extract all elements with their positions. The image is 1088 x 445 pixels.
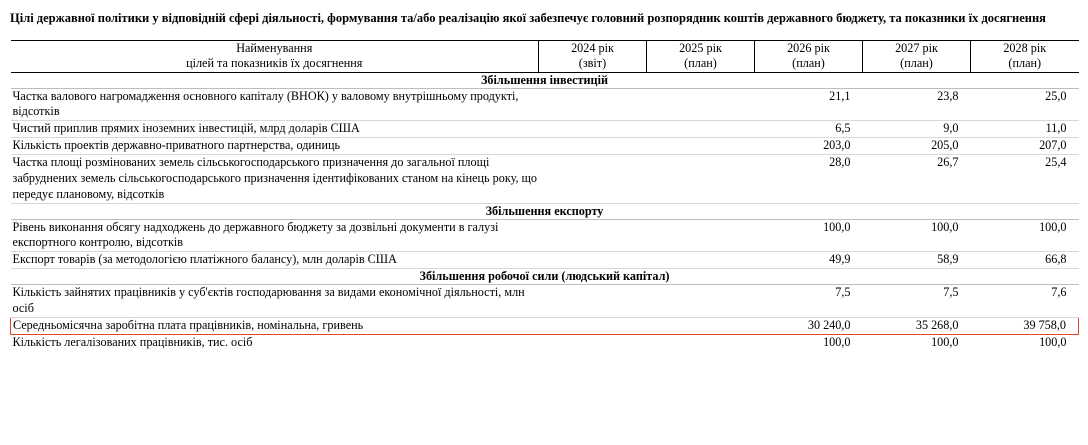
table-row xyxy=(11,285,1079,318)
row-value-cell xyxy=(539,334,647,350)
row-value-cell: 49,9 xyxy=(755,252,863,269)
row-value-cell: 25,0 xyxy=(971,88,1079,121)
header-year-2026-note: (план) xyxy=(792,56,825,71)
row-value-cell: 30 240,0 xyxy=(755,317,863,334)
row-value-cell: 26,7 xyxy=(863,154,971,203)
table-section-header-row xyxy=(11,72,1079,88)
row-value-cell xyxy=(539,154,647,203)
page-title: Цілі державної політики у відповідній сфері діяльності, формування та/або реалізацію якої забезпечує головний розпорядник коштів державного бюджету, та показники їх досягнення xyxy=(10,11,1046,25)
row-value-cell xyxy=(647,121,755,138)
table-row xyxy=(11,317,1079,334)
row-value-cell xyxy=(647,317,755,334)
policy-goals-table xyxy=(10,40,1079,351)
header-year-2026-label: 2026 рік xyxy=(787,41,830,55)
header-year-2024 xyxy=(539,41,647,73)
header-year-2027 xyxy=(863,41,971,73)
header-year-2024-note: (звіт) xyxy=(578,56,607,71)
row-value-cell: 100,0 xyxy=(931,334,959,349)
row-indicator-name: Кількість проектів державно-приватного партнерства, одиниць xyxy=(11,138,539,155)
table-row xyxy=(11,334,1079,350)
row-value-cell: 7,5 xyxy=(863,285,971,318)
header-name-line1: Найменування xyxy=(236,41,313,55)
header-year-2024-label: 2024 рік xyxy=(571,41,614,55)
row-value-cell xyxy=(647,138,755,155)
row-value-cell: 9,0 xyxy=(863,121,971,138)
row-value-cell: 100,0 xyxy=(1039,334,1067,349)
row-value-cell: 11,0 xyxy=(971,121,1079,138)
row-value-cell: 203,0 xyxy=(755,138,863,155)
header-year-2028-note: (план) xyxy=(1008,56,1042,71)
header-name-column xyxy=(11,41,539,73)
row-value-cell xyxy=(539,121,647,138)
row-value-cell xyxy=(647,334,755,350)
row-value-cell xyxy=(539,285,647,318)
row-value-cell: 28,0 xyxy=(755,154,863,203)
row-value-cell: 100,0 xyxy=(971,219,1079,252)
table-body xyxy=(11,72,1079,351)
table-section-header-row xyxy=(11,203,1079,219)
row-value-cell: 66,8 xyxy=(971,252,1079,269)
row-value-cell: 7,6 xyxy=(971,285,1079,318)
table-section-title: Збільшення робочої сили (людський капітал) xyxy=(11,269,1079,285)
row-value-cell: 21,1 xyxy=(755,88,863,121)
row-value-cell xyxy=(647,252,755,269)
row-value-cell xyxy=(647,285,755,318)
row-value-cell xyxy=(539,252,647,269)
row-indicator-name: Експорт товарів (за методологією платіжного балансу), млн доларів США xyxy=(11,252,539,269)
row-value-cell xyxy=(539,88,647,121)
row-indicator-name: Середньомісячна заробітна плата працівників, номінальна, гривень xyxy=(11,317,539,334)
table-header xyxy=(11,41,1079,73)
row-value-cell xyxy=(539,317,647,334)
row-indicator-name: Частка валового нагромадження основного капіталу (ВНОК) у валовому внутрішньому продукті, відсотків xyxy=(11,88,539,121)
row-indicator-name: Рівень виконання обсягу надходжень до державного бюджету за дозвільні документи в галузі експортного контролю, відсотків xyxy=(11,219,539,252)
row-value-cell: 35 268,0 xyxy=(863,317,971,334)
row-value-cell: 205,0 xyxy=(863,138,971,155)
row-value-cell xyxy=(647,154,755,203)
row-value-cell: 7,5 xyxy=(755,285,863,318)
table-section-header-row xyxy=(11,269,1079,285)
row-value-cell xyxy=(647,88,755,121)
row-value-cell xyxy=(539,219,647,252)
row-value-cell xyxy=(539,138,647,155)
header-year-2025-note: (план) xyxy=(684,56,717,71)
row-value-cell: 39 758,0 xyxy=(971,317,1079,334)
table-section-title: Збільшення експорту xyxy=(11,203,1079,219)
table-row xyxy=(11,138,1079,155)
row-indicator-name: Частка площі розмінованих земель сільськогосподарського призначення до загальної площі забруднених земель сільськогосподарського призначення ідентифікованих станом на кінець року, що передує плановому, відсотків xyxy=(11,154,539,203)
header-year-2027-note: (план) xyxy=(900,56,933,71)
row-value-cell: 100,0 xyxy=(823,334,851,349)
row-value-cell xyxy=(647,219,755,252)
row-value-cell: 100,0 xyxy=(755,219,863,252)
header-year-2028-label: 2028 рік xyxy=(1003,41,1047,55)
row-indicator-name: Кількість легалізованих працівників, тис. осіб xyxy=(12,334,253,349)
row-value-cell: 25,4 xyxy=(971,154,1079,203)
row-value-cell: 58,9 xyxy=(863,252,971,269)
row-indicator-name: Чистий приплив прямих іноземних інвестицій, млрд доларів США xyxy=(11,121,539,138)
row-value-cell: 6,5 xyxy=(755,121,863,138)
header-year-2026 xyxy=(755,41,863,73)
header-year-2025-label: 2025 рік xyxy=(679,41,722,55)
table-header-row xyxy=(11,41,1079,73)
header-year-2027-label: 2027 рік xyxy=(895,41,938,55)
table-section-title: Збільшення інвестицій xyxy=(11,72,1079,88)
table-row xyxy=(11,154,1079,203)
header-name-line2: цілей та показників їх досягнення xyxy=(186,56,363,71)
row-value-cell: 23,8 xyxy=(863,88,971,121)
table-row xyxy=(11,252,1079,269)
table-row xyxy=(11,219,1079,252)
row-value-cell: 100,0 xyxy=(863,219,971,252)
header-year-2025 xyxy=(647,41,755,73)
row-indicator-name: Кількість зайнятих працівників у суб'єктів господарювання за видами економічної діяльності, млн осіб xyxy=(11,285,539,318)
table-row xyxy=(11,88,1079,121)
header-year-2028 xyxy=(971,41,1079,73)
table-row xyxy=(11,121,1079,138)
row-value-cell: 207,0 xyxy=(971,138,1079,155)
